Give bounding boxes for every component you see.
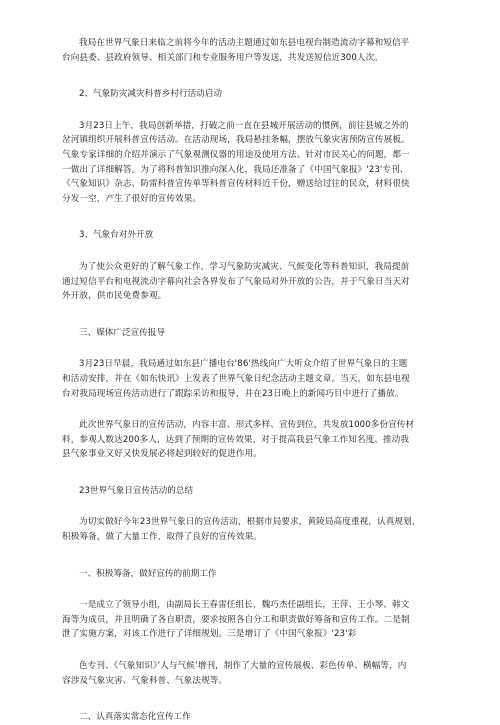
text-line: 一是成立了领导小组，由副局长王春雷任组长，魏巧杰任副组长，王萍、王小琴、韩文 <box>79 600 410 611</box>
text-line: 我局在世界气象日来临之前将今年的活动主题通过如东县电视台制造流动字幕和短信平 <box>79 38 410 48</box>
text-line: 泄了实施方案，对该工作进行了详细规划。三是增订了《中国气象报》'23'彩 <box>62 629 357 640</box>
text-line: 海等为成员，并且明确了各自职责，要求按照各自分工和职责做好筹备和宣传工作。二是制 <box>62 614 410 625</box>
text-line: 气象专家详细的介绍并演示了气象观测仪器的用途及使用方法。针对市民关心的问题，都一 <box>62 149 410 160</box>
text-line: 台向县委、县政府领导、相关部门和专业服务用户等发送，共发送短信近300人次。 <box>62 52 383 63</box>
paragraph-preparation <box>62 598 438 642</box>
text-line: 分发一空，产生了很好的宣传效果。 <box>62 193 202 204</box>
paragraph-open-day <box>62 260 438 304</box>
text-line: 《气象知识》杂志、防雷科普宣传单等科普宣传材料近千份，赠送给过往的民众，材料很快 <box>62 179 410 190</box>
paragraph-summary-intro <box>62 515 438 544</box>
section-heading-summary: 23世界气象日宣传活动的总结 <box>79 485 194 496</box>
text-line: 积极筹备，做了大量工作，取得了良好的宣传效果。 <box>62 532 262 543</box>
section-heading-rural-outreach: 2、气象防灾减灾科普乡村行活动启动 <box>79 89 222 100</box>
text-line: 县气象事业又好又快发展必将起到较好的促进作用。 <box>62 449 262 460</box>
text-line: 料，参观人数达200多人，达到了预期的宣传效果，对于提高我县气象工作知名度、推动我 <box>62 434 410 445</box>
text-line: 为了使公众更好的了解气象工作，学习气象防灾减灾、气候变化等科普知识，我局提前 <box>79 261 410 272</box>
paragraph-sms-publicity <box>62 36 438 65</box>
text-line: 3月23日上午，我局创新举措，打破之前一直在县城开展活动的惯例，前往县城之外的 <box>79 120 409 131</box>
text-line: 此次世界气象日的宣传活动，内容丰富、形式多样、宣传到位，共发放1000多份宣传材 <box>79 420 415 431</box>
text-line: 岔河镇组织开展科普宣传活动。在活动现场，我局悬挂条幅，摆放气象灾害预防宣传展板。 <box>62 135 410 146</box>
text-line: 外开放，供市民免费参观。 <box>62 291 167 302</box>
paragraph-rural-outreach <box>62 119 438 207</box>
text-line: 色专刊、《气象知识》’人与气候’增刊，制作了大量的宣传展板、彩色传单、横幅等，内 <box>79 661 407 672</box>
section-heading-preparation: 一、积极筹备，做好宣传的前期工作 <box>79 568 217 579</box>
text-line: 3月23日早晨，我局通过如东县广播电台'86'热线向广大听众介绍了世界气象日的主题 <box>79 359 408 370</box>
text-line: 通过短信平台和电视流动字幕向社会各界发布了气象局对外开放的公告，并于气象日当天对 <box>62 276 410 287</box>
paragraph-materials <box>62 659 438 688</box>
section-heading-routine-publicity: 二、认真落实常态化宣传工作 <box>79 712 191 723</box>
text-line: 为切实做好今年23世界气象日的宣传活动，根据市局要求，黄陵局高度重视，认真规划， <box>79 517 421 528</box>
section-heading-media: 三、媒体广泛宣传报导 <box>79 327 165 338</box>
text-line: 和活动安排，并在《如东快讯》上发表了世界气象日纪念活动主题文章。当天，如东县电视 <box>62 373 410 384</box>
section-heading-open-day: 3、气象台对外开放 <box>79 230 154 241</box>
text-line: 容涉及气象灾害、气象科普、气象法规等。 <box>62 675 228 686</box>
paragraph-campaign-result <box>62 418 438 462</box>
paragraph-media-coverage <box>62 357 438 401</box>
text-line: 台对我局现场宣传活动进行了跟踪采访和报导，并在23日晚上的新闻巧目中进行了播放。 <box>62 388 404 399</box>
text-line: 一做出了详细解答。为了将科普知识推向深入化，我局还准备了《中国气象报》'23'专刊、 <box>62 164 409 175</box>
